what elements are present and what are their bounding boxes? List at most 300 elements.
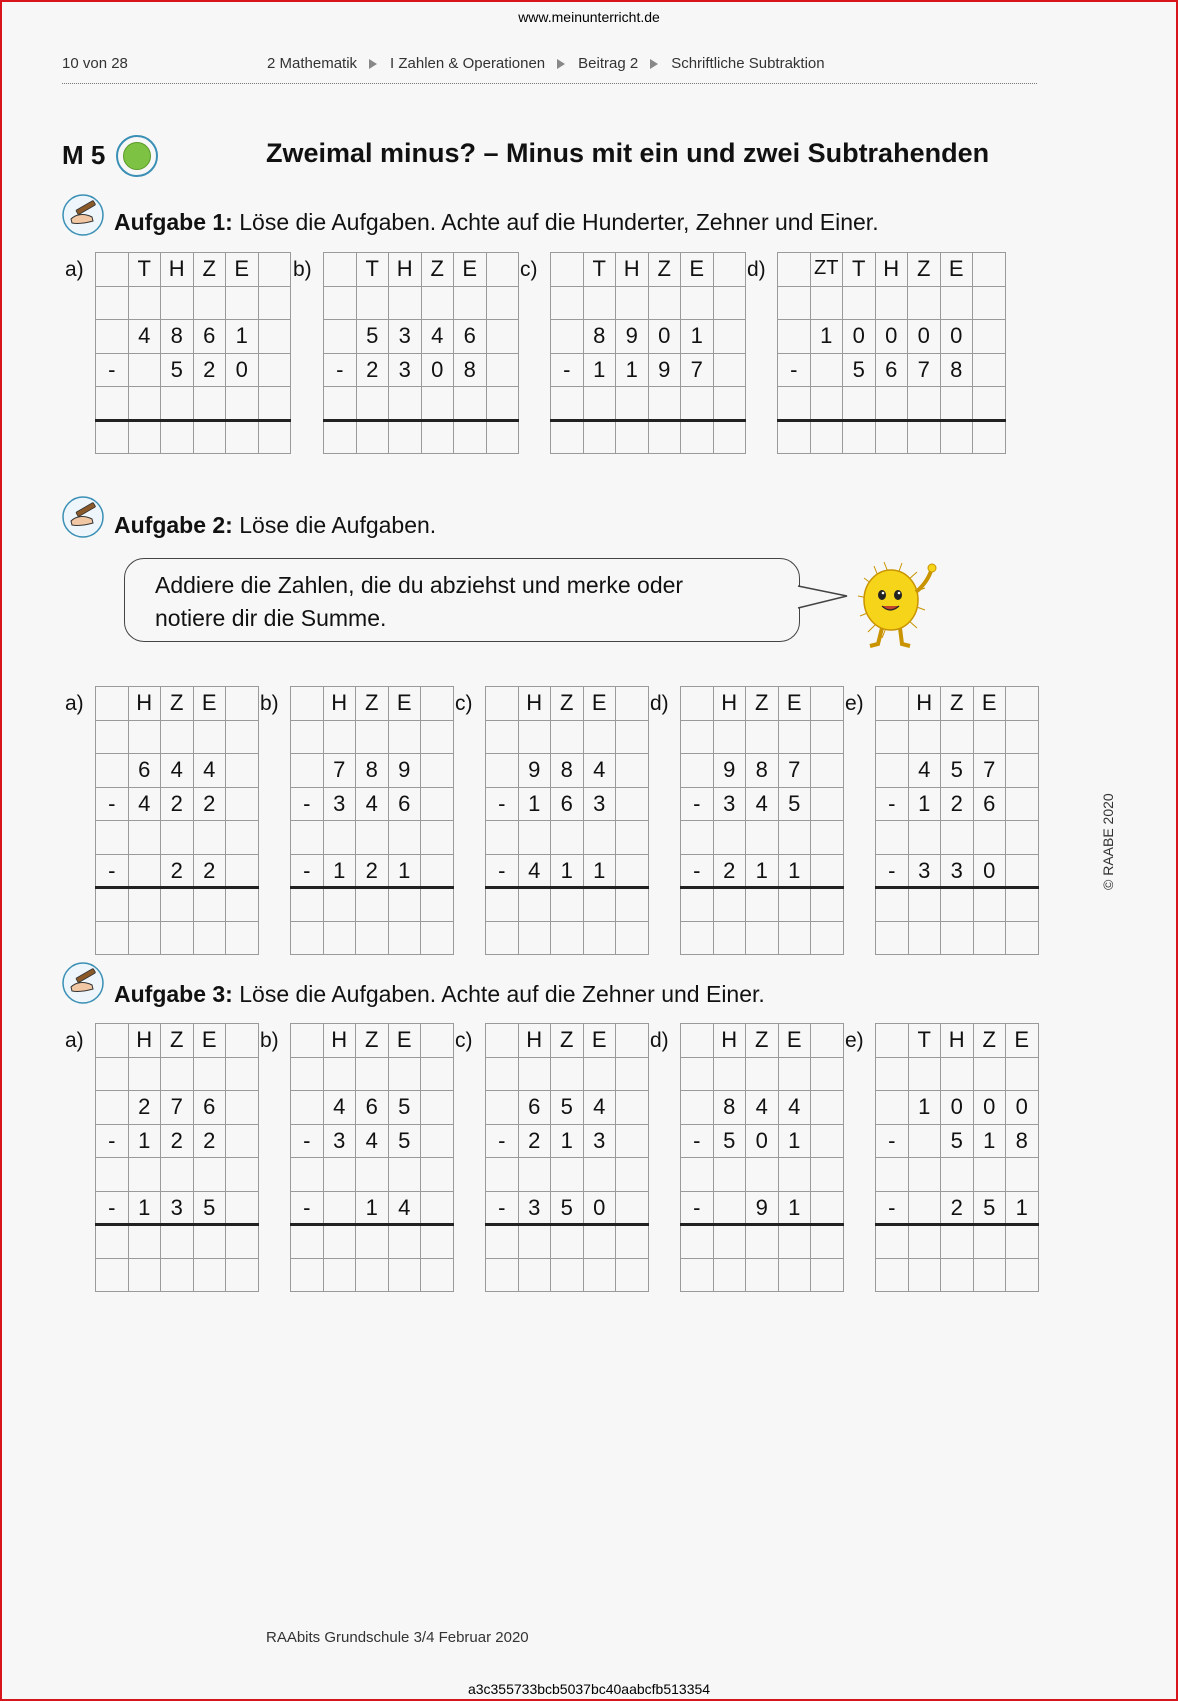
grid-cell[interactable] [550,1258,584,1293]
grid-cell[interactable] [713,386,747,421]
grid-cell[interactable] [907,386,941,421]
grid-cell[interactable] [518,1224,552,1259]
grid-cell[interactable] [128,887,162,922]
grid-cell[interactable] [388,1224,422,1259]
grid-cell[interactable] [842,386,876,421]
grid-cell[interactable] [421,386,455,421]
grid-cell[interactable] [95,887,129,922]
grid-cell[interactable] [680,921,714,956]
grid-cell[interactable] [1005,1258,1039,1293]
grid-cell[interactable] [160,921,194,956]
grid-cell[interactable] [225,854,259,889]
grid-cell[interactable] [388,887,422,922]
grid-cell[interactable] [550,1157,584,1192]
grid-cell[interactable] [95,420,129,455]
grid-cell[interactable] [810,1090,844,1125]
grid-cell[interactable] [225,1191,259,1226]
grid-cell[interactable] [810,1224,844,1259]
grid-cell[interactable] [875,753,909,788]
grid-cell[interactable] [355,921,389,956]
grid-cell[interactable] [128,820,162,855]
grid-cell[interactable] [940,420,974,455]
grid-cell[interactable] [355,887,389,922]
grid-cell[interactable] [680,753,714,788]
grid-cell[interactable] [745,1057,779,1092]
grid-cell[interactable] [193,820,227,855]
grid-cell[interactable] [486,319,520,354]
grid-cell[interactable] [356,286,390,321]
grid-cell[interactable] [258,386,292,421]
grid-cell[interactable] [583,1258,617,1293]
grid-cell[interactable] [908,1191,942,1226]
grid-cell[interactable] [972,420,1006,455]
grid-cell[interactable] [518,887,552,922]
grid-cell[interactable] [225,921,259,956]
grid-cell[interactable] [583,1157,617,1192]
grid-cell[interactable] [323,1191,357,1226]
grid-cell[interactable] [777,386,811,421]
grid-cell[interactable] [972,319,1006,354]
grid-cell[interactable] [615,787,649,822]
grid-cell[interactable] [713,820,747,855]
grid-cell[interactable] [875,286,909,321]
grid-cell[interactable] [680,820,714,855]
grid-cell[interactable] [323,1057,357,1092]
grid-cell[interactable] [810,1124,844,1159]
grid-cell[interactable] [225,787,259,822]
grid-cell[interactable] [225,1090,259,1125]
grid-cell[interactable] [1005,854,1039,889]
grid-cell[interactable] [128,286,162,321]
grid-cell[interactable] [875,1090,909,1125]
grid-cell[interactable] [973,887,1007,922]
grid-cell[interactable] [388,1057,422,1092]
grid-cell[interactable] [355,820,389,855]
grid-cell[interactable] [356,386,390,421]
grid-cell[interactable] [290,1224,324,1259]
grid-cell[interactable] [778,887,812,922]
grid-cell[interactable] [1005,1057,1039,1092]
grid-cell[interactable] [355,1157,389,1192]
grid-cell[interactable] [550,386,584,421]
grid-cell[interactable] [615,921,649,956]
grid-cell[interactable] [875,921,909,956]
grid-cell[interactable] [356,420,390,455]
grid-cell[interactable] [388,921,422,956]
grid-cell[interactable] [973,1258,1007,1293]
grid-cell[interactable] [713,1258,747,1293]
grid-cell[interactable] [95,1157,129,1192]
grid-cell[interactable] [907,420,941,455]
grid-cell[interactable] [778,720,812,755]
grid-cell[interactable] [388,1258,422,1293]
grid-cell[interactable] [745,1258,779,1293]
grid-cell[interactable] [323,286,357,321]
grid-cell[interactable] [615,1258,649,1293]
grid-cell[interactable] [193,386,227,421]
grid-cell[interactable] [1005,1157,1039,1192]
grid-cell[interactable] [485,820,519,855]
grid-cell[interactable] [1005,753,1039,788]
grid-cell[interactable] [323,1224,357,1259]
grid-cell[interactable] [453,420,487,455]
grid-cell[interactable] [680,386,714,421]
grid-cell[interactable] [550,420,584,455]
grid-cell[interactable] [388,420,422,455]
grid-cell[interactable] [973,1224,1007,1259]
grid-cell[interactable] [323,720,357,755]
grid-cell[interactable] [908,1157,942,1192]
grid-cell[interactable] [615,1057,649,1092]
grid-cell[interactable] [485,1258,519,1293]
grid-cell[interactable] [550,1057,584,1092]
grid-cell[interactable] [615,1124,649,1159]
grid-cell[interactable] [583,386,617,421]
grid-cell[interactable] [420,854,454,889]
grid-cell[interactable] [518,820,552,855]
grid-cell[interactable] [972,386,1006,421]
grid-cell[interactable] [810,820,844,855]
grid-cell[interactable] [713,286,747,321]
grid-cell[interactable] [193,720,227,755]
grid-cell[interactable] [940,720,974,755]
grid-cell[interactable] [486,353,520,388]
grid-cell[interactable] [972,286,1006,321]
grid-cell[interactable] [290,1258,324,1293]
grid-cell[interactable] [810,921,844,956]
grid-cell[interactable] [745,921,779,956]
grid-cell[interactable] [777,319,811,354]
grid-cell[interactable] [420,1224,454,1259]
grid-cell[interactable] [615,820,649,855]
grid-cell[interactable] [940,820,974,855]
grid-cell[interactable] [193,1057,227,1092]
grid-cell[interactable] [193,1224,227,1259]
grid-cell[interactable] [583,1057,617,1092]
grid-cell[interactable] [193,286,227,321]
grid-cell[interactable] [290,1057,324,1092]
grid-cell[interactable] [583,887,617,922]
grid-cell[interactable] [128,386,162,421]
grid-cell[interactable] [615,753,649,788]
grid-cell[interactable] [486,386,520,421]
grid-cell[interactable] [323,1157,357,1192]
grid-cell[interactable] [225,1157,259,1192]
grid-cell[interactable] [875,1157,909,1192]
grid-cell[interactable] [680,887,714,922]
grid-cell[interactable] [323,820,357,855]
grid-cell[interactable] [713,420,747,455]
grid-cell[interactable] [258,353,292,388]
grid-cell[interactable] [160,1057,194,1092]
grid-cell[interactable] [810,1157,844,1192]
grid-cell[interactable] [518,720,552,755]
grid-cell[interactable] [680,1258,714,1293]
grid-cell[interactable] [615,720,649,755]
grid-cell[interactable] [908,1258,942,1293]
grid-cell[interactable] [128,353,162,388]
grid-cell[interactable] [160,720,194,755]
grid-cell[interactable] [95,1224,129,1259]
grid-cell[interactable] [225,887,259,922]
grid-cell[interactable] [128,720,162,755]
grid-cell[interactable] [583,820,617,855]
grid-cell[interactable] [95,753,129,788]
grid-cell[interactable] [453,386,487,421]
grid-cell[interactable] [95,319,129,354]
grid-cell[interactable] [778,820,812,855]
grid-cell[interactable] [518,921,552,956]
grid-cell[interactable] [778,1057,812,1092]
grid-cell[interactable] [908,820,942,855]
grid-cell[interactable] [225,420,259,455]
grid-cell[interactable] [420,820,454,855]
grid-cell[interactable] [713,1224,747,1259]
grid-cell[interactable] [583,1224,617,1259]
grid-cell[interactable] [615,854,649,889]
grid-cell[interactable] [810,1057,844,1092]
grid-cell[interactable] [193,887,227,922]
grid-cell[interactable] [550,820,584,855]
grid-cell[interactable] [550,319,584,354]
grid-cell[interactable] [648,420,682,455]
grid-cell[interactable] [388,386,422,421]
grid-cell[interactable] [615,1157,649,1192]
grid-cell[interactable] [388,286,422,321]
grid-cell[interactable] [193,420,227,455]
grid-cell[interactable] [680,1157,714,1192]
grid-cell[interactable] [713,887,747,922]
grid-cell[interactable] [1005,820,1039,855]
grid-cell[interactable] [128,1057,162,1092]
grid-cell[interactable] [615,286,649,321]
grid-cell[interactable] [128,854,162,889]
grid-cell[interactable] [810,753,844,788]
grid-cell[interactable] [193,1157,227,1192]
grid-cell[interactable] [128,1258,162,1293]
grid-cell[interactable] [323,420,357,455]
grid-cell[interactable] [485,753,519,788]
grid-cell[interactable] [421,420,455,455]
grid-cell[interactable] [778,921,812,956]
grid-cell[interactable] [778,1224,812,1259]
grid-cell[interactable] [420,753,454,788]
grid-cell[interactable] [810,854,844,889]
grid-cell[interactable] [160,386,194,421]
grid-cell[interactable] [973,1157,1007,1192]
grid-cell[interactable] [745,887,779,922]
grid-cell[interactable] [290,1157,324,1192]
grid-cell[interactable] [1005,887,1039,922]
grid-cell[interactable] [485,1057,519,1092]
grid-cell[interactable] [973,921,1007,956]
grid-cell[interactable] [420,720,454,755]
grid-cell[interactable] [907,286,941,321]
grid-cell[interactable] [160,286,194,321]
grid-cell[interactable] [518,1157,552,1192]
grid-cell[interactable] [225,720,259,755]
grid-cell[interactable] [420,1090,454,1125]
grid-cell[interactable] [323,921,357,956]
watermark-url[interactable]: www.meinunterricht.de [518,9,660,25]
grid-cell[interactable] [875,420,909,455]
grid-cell[interactable] [258,420,292,455]
grid-cell[interactable] [95,820,129,855]
grid-cell[interactable] [908,887,942,922]
grid-cell[interactable] [355,720,389,755]
grid-cell[interactable] [973,820,1007,855]
grid-cell[interactable] [258,319,292,354]
grid-cell[interactable] [225,1258,259,1293]
grid-cell[interactable] [160,1157,194,1192]
grid-cell[interactable] [875,1057,909,1092]
grid-cell[interactable] [973,720,1007,755]
grid-cell[interactable] [875,820,909,855]
grid-cell[interactable] [420,1191,454,1226]
grid-cell[interactable] [745,1224,779,1259]
grid-cell[interactable] [810,386,844,421]
grid-cell[interactable] [290,1090,324,1125]
grid-cell[interactable] [485,1090,519,1125]
grid-cell[interactable] [583,420,617,455]
grid-cell[interactable] [225,1124,259,1159]
grid-cell[interactable] [940,1157,974,1192]
grid-cell[interactable] [940,1057,974,1092]
grid-cell[interactable] [290,887,324,922]
grid-cell[interactable] [940,286,974,321]
grid-cell[interactable] [420,1057,454,1092]
grid-cell[interactable] [680,1224,714,1259]
grid-cell[interactable] [1005,921,1039,956]
grid-cell[interactable] [745,720,779,755]
grid-cell[interactable] [420,921,454,956]
grid-cell[interactable] [648,286,682,321]
grid-cell[interactable] [713,1191,747,1226]
grid-cell[interactable] [615,887,649,922]
grid-cell[interactable] [453,286,487,321]
grid-cell[interactable] [95,921,129,956]
grid-cell[interactable] [583,720,617,755]
grid-cell[interactable] [290,753,324,788]
grid-cell[interactable] [615,1090,649,1125]
grid-cell[interactable] [908,720,942,755]
grid-cell[interactable] [713,1057,747,1092]
grid-cell[interactable] [160,820,194,855]
grid-cell[interactable] [420,787,454,822]
grid-cell[interactable] [421,286,455,321]
grid-cell[interactable] [745,820,779,855]
grid-cell[interactable] [810,1258,844,1293]
grid-cell[interactable] [875,887,909,922]
grid-cell[interactable] [777,286,811,321]
grid-cell[interactable] [778,1157,812,1192]
grid-cell[interactable] [518,1057,552,1092]
grid-cell[interactable] [550,286,584,321]
grid-cell[interactable] [550,1224,584,1259]
grid-cell[interactable] [940,1224,974,1259]
grid-cell[interactable] [875,1224,909,1259]
grid-cell[interactable] [128,1157,162,1192]
grid-cell[interactable] [323,887,357,922]
grid-cell[interactable] [583,286,617,321]
grid-cell[interactable] [972,353,1006,388]
grid-cell[interactable] [908,1057,942,1092]
grid-cell[interactable] [160,887,194,922]
grid-cell[interactable] [1005,720,1039,755]
grid-cell[interactable] [95,1258,129,1293]
grid-cell[interactable] [680,286,714,321]
grid-cell[interactable] [193,921,227,956]
grid-cell[interactable] [420,887,454,922]
grid-cell[interactable] [810,420,844,455]
grid-cell[interactable] [160,420,194,455]
grid-cell[interactable] [485,1157,519,1192]
grid-cell[interactable] [810,787,844,822]
grid-cell[interactable] [940,887,974,922]
grid-cell[interactable] [355,1057,389,1092]
grid-cell[interactable] [648,386,682,421]
grid-cell[interactable] [95,286,129,321]
grid-cell[interactable] [420,1124,454,1159]
grid-cell[interactable] [940,1258,974,1293]
grid-cell[interactable] [680,420,714,455]
grid-cell[interactable] [842,420,876,455]
grid-cell[interactable] [680,1057,714,1092]
grid-cell[interactable] [940,921,974,956]
grid-cell[interactable] [420,1258,454,1293]
grid-cell[interactable] [160,1224,194,1259]
grid-cell[interactable] [258,286,292,321]
grid-cell[interactable] [486,286,520,321]
grid-cell[interactable] [810,887,844,922]
grid-cell[interactable] [128,1224,162,1259]
grid-cell[interactable] [128,420,162,455]
grid-cell[interactable] [485,720,519,755]
grid-cell[interactable] [745,1157,779,1192]
grid-cell[interactable] [713,720,747,755]
grid-cell[interactable] [355,1258,389,1293]
grid-cell[interactable] [323,386,357,421]
grid-cell[interactable] [95,1057,129,1092]
grid-cell[interactable] [518,1258,552,1293]
grid-cell[interactable] [615,1191,649,1226]
grid-cell[interactable] [713,353,747,388]
grid-cell[interactable] [713,921,747,956]
grid-cell[interactable] [842,286,876,321]
grid-cell[interactable] [777,420,811,455]
grid-cell[interactable] [875,720,909,755]
grid-cell[interactable] [615,386,649,421]
grid-cell[interactable] [615,420,649,455]
grid-cell[interactable] [388,820,422,855]
grid-cell[interactable] [193,1258,227,1293]
grid-cell[interactable] [290,720,324,755]
grid-cell[interactable] [875,386,909,421]
grid-cell[interactable] [810,1191,844,1226]
grid-cell[interactable] [95,720,129,755]
grid-cell[interactable] [1005,1224,1039,1259]
grid-cell[interactable] [355,1224,389,1259]
grid-cell[interactable] [810,720,844,755]
grid-cell[interactable] [485,887,519,922]
grid-cell[interactable] [550,887,584,922]
grid-cell[interactable] [290,921,324,956]
grid-cell[interactable] [713,1157,747,1192]
grid-cell[interactable] [225,1057,259,1092]
grid-cell[interactable] [225,820,259,855]
grid-cell[interactable] [95,386,129,421]
grid-cell[interactable] [875,1258,909,1293]
